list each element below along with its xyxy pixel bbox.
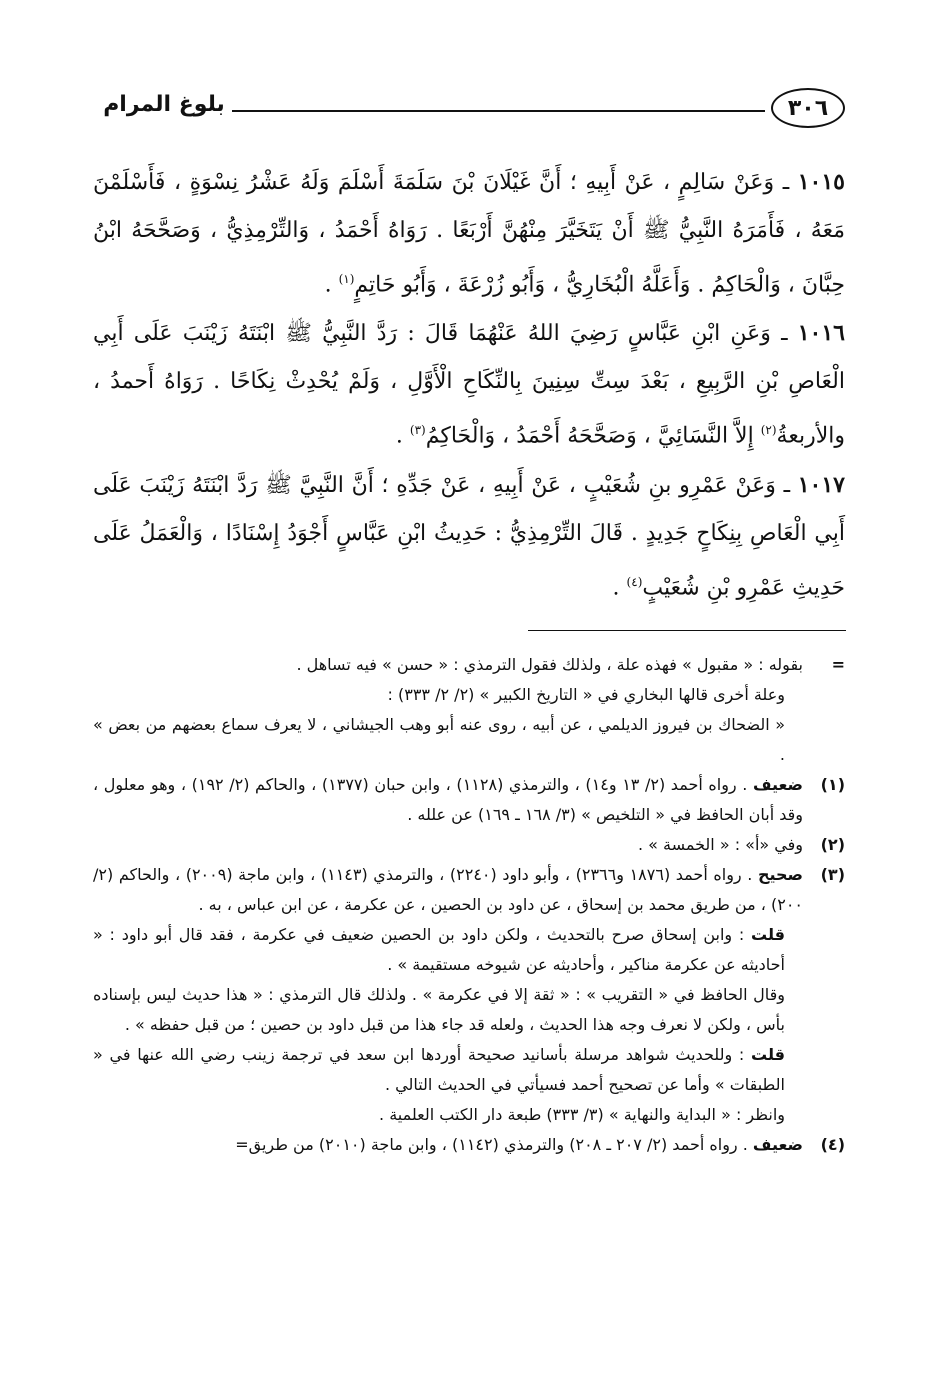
page-header [100,88,845,140]
footnote-text: وقال الحافظ في « التقريب » : « ثقة إلا في عكرمة » . ولذلك قال الترمذي : « هذا حديث ليس بإسناده بأس ، ولكن لا نعرف وجه هذا الحديث ، ولعله قد جاء هذا من قبل داود بن حصين ؛ من قبل حفظه » . [93,985,785,1034]
hadith-1017 [93,461,845,612]
hadith-number: ١٠١٦ [797,320,845,347]
hadith-number: ١٠١٥ [797,169,845,195]
footnote-body [93,1130,803,1160]
footnote-ref: (٣) [409,423,426,438]
footnote-text: وفي «أ» : « الخمسة » . [637,835,803,854]
footnote-line: بقوله : « مقبول » فهذه علة ، ولذلك فقول الترمذي : « حسن » فيه تساهل . [296,655,803,674]
hadith-end: . [324,272,339,298]
footnote-text: . رواه أحمد (٢/ ١٣ و١٤) ، والترمذي (١١٢٨) ، وابن حبان (١٣٧٧) ، والحاكم (٢/ ١٩٢) ، وهو معلول ، وقد أبان الحافظ في « التلخيص » (٣/ ١٦٨ ـ ١٦٩) عن علله . [93,775,803,824]
footnote-text: : وابن إسحاق صرح بالتحديث ، ولكن داود بن الحصين ضعيف في عكرمة ، فقد قال أبو داود : « أحاديثه عن عكرمة مناكير ، وأحاديثه عن شيوخه مستقيمة » . [93,925,785,974]
hadith-text-cont: إِلاَّ النَّسَائِيَّ ، وَصَحَّحَهُ أَحْمَدُ ، وَالْحَاكِمُ [425,423,761,449]
footnote-4 [93,1130,845,1160]
footnote-text: . رواه أحمد (١٨٧٦ و٢٣٦٦) ، وأبو داود (٢٢٤٠) ، والترمذي (١١٤٣) ، وابن ماجة (٢٠٠٩) ، والحاكم (٢/ ٢٠٠) ، من طريق محمد بن إسحاق ، عن داود بن الحصين ، عن عكرمة ، عن ابن عباس ، به . [93,865,803,914]
hadith-text: ـ وَعَنْ عَمْرِو بنِ شُعَيْبٍ ، عَنْ أَبِيهِ ، عَنْ جَدِّهِ ؛ أَنَّ النَّبِيَّ ﷺ رَدَّ ابْنَتَهُ زَيْنَبَ عَلَى أَبِي الْعَاصِ بِنِكَاحٍ جَدِيدٍ . قَالَ التِّرْمِذِيُّ : حَدِيثُ ابْنِ عَبَّاسٍ أَجْوَدُ إِسْنَادًا ، وَالْعَمَلُ عَلَى حَدِيثِ عَمْرِو بْنِ شُعَيْبٍ [93,472,845,600]
footnote-2 [93,830,845,860]
footnote-marker: (١) [820,775,845,794]
footnote-line: « الضحاك بن فيروز الديلمي ، عن أبيه ، روى عنه أبو وهب الجيشاني ، لا يعرف سماع بعضهم من بعض » . [93,715,785,764]
footnote-marker: (٤) [820,1135,845,1154]
continuation-marker: = [831,655,845,674]
footnote-ref: (٤) [626,574,643,589]
qult-label: قلت [751,1045,785,1064]
footnote-ref: (٢) [760,423,777,438]
footnotes [93,650,845,1160]
hadith-text: ـ وَعَنِ ابْنِ عَبَّاسٍ رَضِيَ اللهُ عَنْهُمَا قَالَ : رَدَّ النَّبِيُّ ﷺ ابْنَتَهُ زَيْنَبَ عَلَى أَبِي الْعَاصِ بْنِ الرَّبِيعِ ، بَعْدَ سِتِّ سِنِينَ بِالنِّكَاحِ الْأَوَّلِ ، وَلَمْ يُحْدِثْ نِكَاحًا . رَوَاهُ أَحمدُ ، والأربعةُ [93,321,845,449]
footnote-marker: (٢) [820,835,845,854]
footnote-body [93,770,803,830]
grade-label: ضعيف [752,775,804,794]
footnote-line: وعلة أخرى قالها البخاري في « التاريخ الكبير » (٢/ ٢/ ٣٣٣) : [387,685,785,704]
footnote-body [93,920,803,980]
hadith-text: ـ وَعَنْ سَالِمٍ ، عَنْ أَبِيهِ ؛ أَنَّ غَيْلَانَ بْنَ سَلَمَةَ أَسْلَمَ وَلَهُ عَشْرُ نِسْوَةٍ ، فَأَسْلَمْنَ مَعَهُ ، فَأَمَرَهُ النَّبِيُّ ﷺ أَنْ يَتَخَيَّرَ مِنْهُنَّ أَرْبَعًا . رَوَاهُ أَحْمَدُ ، وَالتِّرْمِذِيُّ ، وَصَحَّحَهُ ابْنُ حِبَّانَ ، وَالْحَاكِمُ . وَأَعَلَّهُ الْبُخَارِيُّ ، وَأَبُو زُرْعَةَ ، وَأَبُو حَاتِمٍ [93,170,845,298]
hadith-1015 [93,158,845,309]
hadith-number: ١٠١٧ [797,471,845,498]
hadith-end: . [612,574,627,600]
footnote-1 [93,770,845,830]
grade-label: ضعيف [752,1135,803,1154]
book-title: بلوغ المرام [103,92,225,117]
footnote-continuation [93,650,845,770]
hadith-end: . [395,423,410,449]
footnote-marker: (٣) [820,865,845,884]
footnote-body [93,860,803,920]
page-number: ٣٠٦ [771,88,845,128]
footnote-body [93,1040,803,1100]
header-rule [232,110,765,112]
qult-label: قلت [751,925,785,944]
hadith-1016 [93,309,845,460]
grade-label: صحيح [757,865,804,884]
footnote-3 [93,860,845,1130]
hadith-section [93,158,845,612]
footnote-ref: (١) [338,272,355,286]
footnote-text: . رواه أحمد (٢/ ٢٠٧ ـ ٢٠٨) والترمذي (١١٤٢) ، وابن ماجة (٢٠١٠) من طريق= [235,1135,748,1154]
footnote-text: : وللحديث شواهد مرسلة بأسانيد صحيحة أوردها ابن سعد في ترجمة زينب رضي الله عنها في « الطبقات » وأما عن تصحيح أحمد فسيأتي في الحديث التالي . [93,1045,785,1094]
footnote-text: وانظر : « البداية والنهاية » (٣/ ٣٣٣) طبعة دار الكتب العلمية . [379,1105,785,1124]
footnote-separator [528,630,846,631]
